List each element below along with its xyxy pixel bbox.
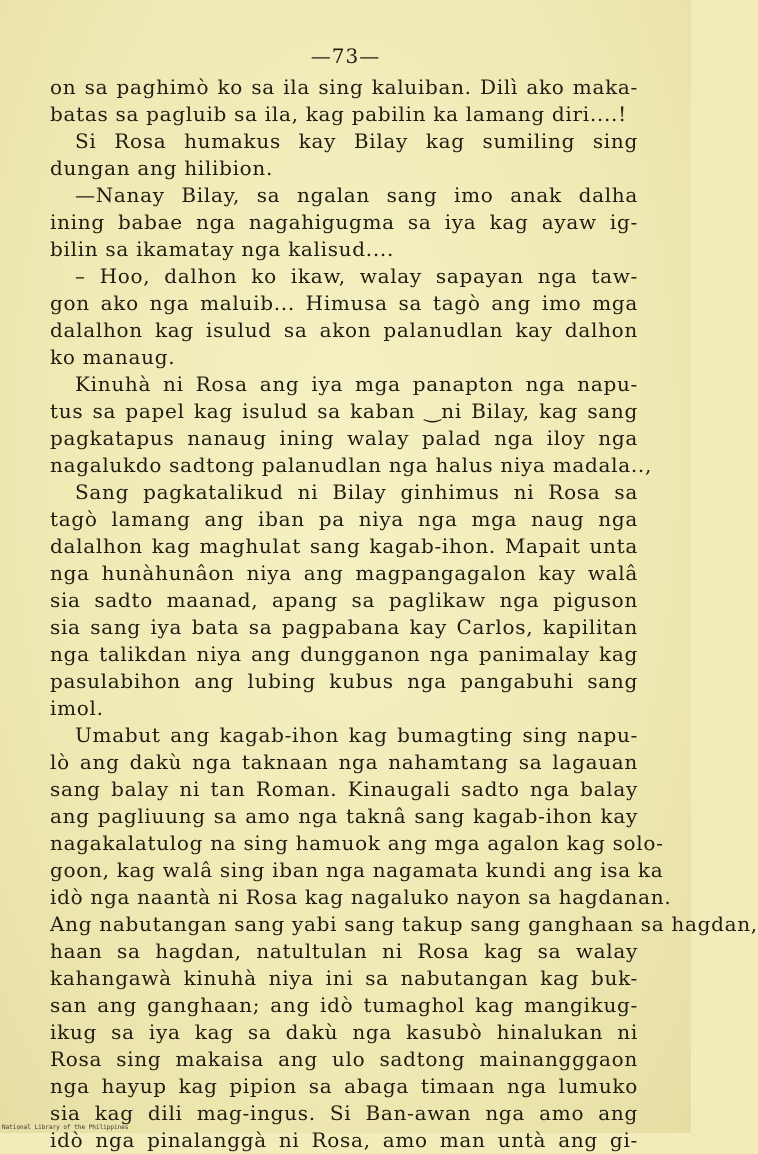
text-line: tus sa papel kag isulud sa kaban ‿ni Bilay, kag sang [50,399,638,423]
text-line: nga hunàhunâon niya ang magpangagalon kay walâ [50,561,638,585]
text-line: sia kag dili mag-ingus. Si Ban-awan nga amo ang [50,1101,638,1125]
text-line: idò nga naantà ni Rosa kag nagaluko nayon sa hagdanan. [50,885,672,909]
page-number: —73— [310,44,381,68]
text-line: goon, kag walâ sing iban nga nagamata kundi ang isa ka [50,858,664,882]
text-line: pasulabihon ang lubing kubus nga pangabuhi sang [50,669,638,693]
text-line: pagkatapus nanaug ining walay palad nga iloy nga [50,426,638,450]
text-line: nagalukdo sadtong palanudlan nga halus niya madala.., [50,453,653,477]
text-line: sia sang iya bata sa pagpabana kay Carlos, kapilitan [50,615,638,639]
library-footer: National Library of the Philippines [2,1124,129,1131]
text-line: gon ako nga maluib... Himusa sa tagò ang imo mga [50,291,638,315]
body-text [50,74,758,1154]
text-line: – Hoo, dalhon ko ikaw, walay sapayan nga taw- [75,264,638,288]
text-line: ining babae nga nagahigugma sa iya kag ayaw ig- [50,210,638,234]
text-line: lò ang dakù nga taknaan nga nahamtang sa lagauan [50,750,638,774]
text-line: ko manaug. [50,345,176,369]
text-line: sang balay ni tan Roman. Kinaugali sadto nga balay [50,777,638,801]
text-line: bilin sa ikamatay nga kalisud.... [50,237,394,261]
text-line: Rosa sing makaisa ang ulo sadtong mainangggaon [50,1047,638,1071]
text-line: ikug sa iya kag sa dakù nga kasubò hinalukan ni [50,1020,638,1044]
text-line: Sang pagkatalikud ni Bilay ginhimus ni Rosa sa [75,480,638,504]
text-line: san ang ganghaan; ang idò tumaghol kag mangikug- [50,993,638,1017]
text-line: Kinuhà ni Rosa ang iya mga panapton nga napu- [75,372,638,396]
text-line: idò nga pinalanggà ni Rosa, amo man untà ang gi- [50,1128,638,1152]
text-line: kahangawà kinuhà niya ini sa nabutangan kag buk- [50,966,638,990]
text-line: haan sa hagdan, natultulan ni Rosa kag sa walay [50,939,638,963]
text-line: batas sa pagluib sa ila, kag pabilin ka lamang diri....! [50,102,627,126]
text-line: nagakalatulog na sing hamuok ang mga agalon kag solo- [50,831,664,855]
text-line: nga hayup kag pipion sa abaga timaan nga lumuko [50,1074,638,1098]
text-line: ang pagliuung sa amo nga taknâ sang kagab-ihon kay [50,804,638,828]
text-line: dungan ang hilibion. [50,156,274,180]
text-line: on sa paghimò ko sa ila sing kaluiban. Dilì ako maka- [50,75,638,99]
text-line: Si Rosa humakus kay Bilay kag sumiling sing [75,129,638,153]
text-line: nga talikdan niya ang dungganon nga panimalay kag [50,642,638,666]
text-line: imol. [50,696,104,720]
text-line: sia sadto maanad, apang sa paglikaw nga piguson [50,588,638,612]
text-line: dalalhon kag maghulat sang kagab-ihon. Mapait unta [50,534,638,558]
text-line: Ang nabutangan sang yabi sang takup sang ganghaan sa hagdan, [50,912,758,936]
text-line: —Nanay Bilay, sa ngalan sang imo anak dalha [75,183,638,207]
text-line: tagò lamang ang iban pa niya nga mga naug nga [50,507,638,531]
text-line: Umabut ang kagab-ihon kag bumagting sing napu- [75,723,638,747]
text-line: dalalhon kag isulud sa akon palanudlan kay dalhon [50,318,638,342]
